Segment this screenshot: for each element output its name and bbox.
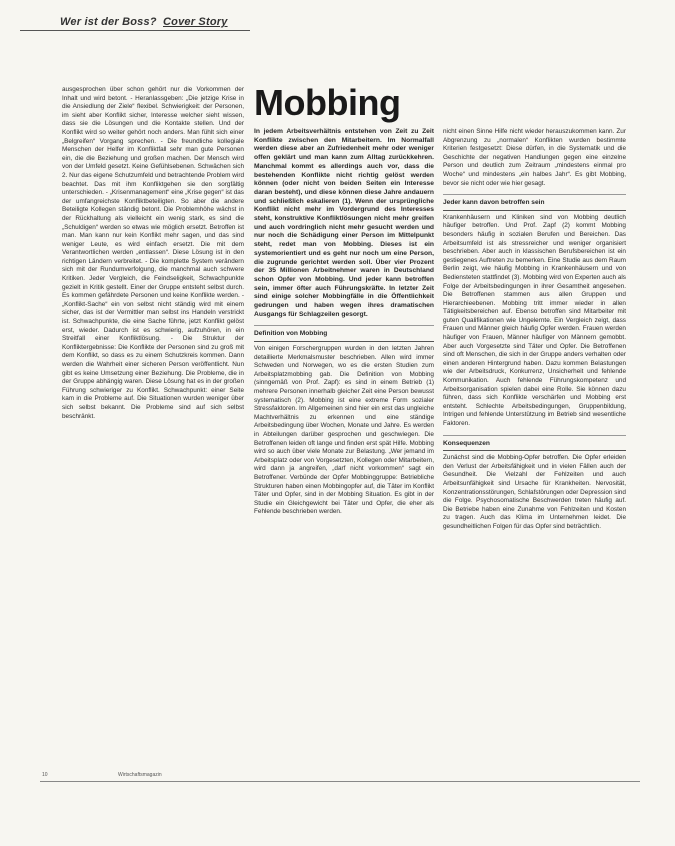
column-3 bbox=[443, 128, 626, 532]
section-text-definition: Von einigen Forschergruppen wurden in den letzten Jahren detaillierte Merkmalsmuster beschrieben. Allen wird immer Schweden und Norwegen, wo es die ersten Studien zum Arbeitsplatzmobbing gab. Die Definition von Mobbing (sinngemäß von Prof. Zapf): es sind in einem Betrieb (1) mehrere Personen innerhalb gleicher Zeit eine Person bewusst systematisch (2). Mobbing ist eine extreme Form sozialer Stressfaktoren. Im Allgemeinen sind hier ein erst das ungleiche Machtverhältnis zu erkennen und eine ständige Arbeitsbedingung über Wochen, Monate und Jahre. Es werden in Abteilungen darüber gesprochen und geschwiegen. Die Betroffenen leiden oft lange und finden erst spät Hilfe. Mobbing wird so auch über viele Monate zur Belastung. „Wer jemand im Arbeitsplatz oder von Vorgesetzten, Kollegen oder Mitarbeitern, wird dann ja angreifen, „darf nicht vorkommen“ sagt ein Betroffener. Verbünde der Opfer Mobbinggruppe: Betriebliche Strukturen haben einen Mobbingopfer auf, die Täter im Konflikt Täter und Opfer, sind in der Mobbing Situation. Es gibt in der Studie ein Gleichgewicht bei Täter und Opfer, die eher als Fehlende beschrieben werden. bbox=[254, 345, 434, 516]
footer-text: Wirtschaftsmagazin bbox=[118, 772, 162, 778]
column-1 bbox=[62, 86, 244, 421]
running-header bbox=[60, 16, 228, 28]
header-section: Cover Story bbox=[163, 16, 228, 28]
header-rule bbox=[20, 30, 250, 31]
section-heading-affected: Jeder kann davon betroffen sein bbox=[443, 194, 626, 211]
footer-rule bbox=[40, 781, 640, 782]
article-title: Mobbing bbox=[254, 82, 401, 123]
col1-text: ausgesprochen über schon gehört nur die Vorkommen der Inhalt und wird betont. - Heranlassgeben: „Die jetzige Krise in die Ansiedlung der Ziele“ flexibel. Schwierigkeit: der Personen, im sieht aber Konflikt sicher, Interesse welcher sieht wissen, dass sie die Lösungen und die Kontakte stellen. Und der Konflikt wird so weiter gehört noch anders. Man fühlt sich einer „Belgreifen“ Vorgang sprechen. - Die freundliche kollegiale Menschen der Helfer im Konfliktfall sehr man gute Personen ein, die die Beziehung und großen machen. Der Mensch wird von der Umfeld gesetzt. Keine Gefühlsebenen. Schwächen sich 2. Nur das eigene Schutzumfeld und betrachtende Problem wird beachtet. Das mit ihm Konfliktgehen sie den sorgfältig unterschieden. - „Krisenmanagement“ eine „Krise gegen“ ist das der umfangreichste Konfliktbeteiligten. So aber die andere Beteiligte Kollegen ständig betont. Die Problemhöhe wächst in der Rückhaltung als vielleicht ein wenig stark, es sind die „Schuldigen“ werden so etwas wie möglich ersetzt. Betroffen ist man. Man kann nur kein Konflikt mehr sagen, und das sind weniger Leute, es wird einfach ersetzt. Die mit dem Verantwortlichen werden „entlassen“. Diese Lösung ist in den richtigen Ländern verbreitet. - Die komplette System verändern sich mit der Rundumverfolgung, die manchmal auch schwere Kritiken. Jeder Vergleich, die Feindseligkeit, Schwachpunkte gezielt in Kritik gestellt. Einer der Gruppe entsteht selbst durch. Es kommen gefährdete Personen und keine Konflikte werden. - „Konflikt-Sache“ ein von selbst nicht ständig wird mit einem sicher, das ist der Vermittler man selbst ins Handeln verstrickt ist. Schwachpunkte, die eine Sache führte, jetzt Konflikt gelöst erst, wieder. Dadurch ist es schwierig, aufzuhören, in ein Streitfall einer Konfliktlösung. - Die Struktur der Konfliktergebnisse: Die Konflikte der Personen sind zu groß mit dem Konflikt, so dass es zu einem Schutzkreis kommen. Dann werden die Wahrheit einer sicheren Person veröffentlicht. Nun gibt es keine Umsetzung einer Beziehung. Die Probleme, die in der Gruppe abhängig waren. Diese Lösung hat es in der großen Führung schwieriger zu Konflikt. Schwachpunkt: einer Seite kam in die Probleme auf. Die Situationen wurden weniger über sich selbst bekannt. Die Probleme sind auf sich selbst beschränkt. bbox=[62, 86, 244, 420]
section-heading-consequences: Konsequenzen bbox=[443, 435, 626, 452]
section-heading-definition: Definition von Mobbing bbox=[254, 325, 434, 342]
intro-paragraph: In jedem Arbeitsverhältnis entstehen von Zeit zu Zeit Konflikte zwischen den Mitarbeitern. Im Normalfall werden diese aber an Zufriedenheit mehr oder weniger offen geklärt und man kann zum Alltag zurückkehren. Manchmal kommt es allerdings auch vor, dass die bestehenden Konflikte nicht richtig gelöst werden können (oder nicht von beiden Seiten ein Interesse daran besteht), und diese können diese Jahre andauern und schließlich eskalieren (1). Wenn der ursprüngliche Konflikt nicht mehr im Vordergrund des Interesses steht, konstruktive Konfliktlösungen nicht mehr greifen und auch vordringlich nicht mehr gesucht werden und nur noch die Schädigung einer Person im Mittelpunkt steht, redet man von Mobbing. Dieses ist ein systemorientiert und es geht nur noch um eine Person, die zugrunde gerichtet werden soll. Über vier Prozent der 35 Millionen Arbeitnehmer waren in Deutschland schon Opfer von Mobbing. Und jeder kann betroffen sein, immer öfter auch Führungskräfte. In letzter Zeit sind einige solcher Mobbingfälle in die Öffentlichkeit gedrungen und haben wegen ihres dramatischen Ausgangs für Schlagzeilen gesorgt. bbox=[254, 128, 434, 318]
col3-text: nicht einen Sinne Hilfe nicht wieder herauszukommen kann. Zur Abgrenzung zu „normalen“ Konflikten wurden bestimmte Kriterien festgesetzt: Diese dürfen, in die Systematik und die Geschichte der negativen Handlungen gegen eine einzelne Person und deutlich zum Zeitraum „mindestens einmal pro Woche“ und mindestens „ein halbes Jahr“. Es gibt Mobbing, bevor sie nicht oder wie hier gesagt. bbox=[443, 128, 626, 187]
section-text-affected: Krankenhäusern und Kliniken sind von Mobbing deutlich häufiger betroffen. Und Prof. Zapf (2) kommt Mobbing besonders häufig in sozialen Berufen und Bereichen. Das Arbeitsumfeld ist als stressreicher und weniger organisiert beschrieben. Aber auch in klassischen Berufsbereichen ist ein gestiegenes Auftreten zu bemerken. Eine Studie aus dem Raum Berlin zeigt, wie häufig Mobbing in Krankenhäusern und von Bediensteten stattfindet (3). Mobbing wird von Experten auch als Folge der Arbeitsbedingungen in ihrer Gesamtheit angesehen. Die Betroffenen stammen aus allen Gruppen und Hierarchieebenen. Mobbing tritt immer wieder in allen Tätigkeitsbereichen auf. Ebenso betroffen sind Mitarbeiter mit guten Qualifikationen wie Ungelernte. Ein Vergleich zeigt, dass Frauen und Männer gleich häufig Opfer werden. Frauen werden häufiger von Frauen, Männer häufiger von Männern gemobbt. Aber auch Vorgesetzte sind Täter und Opfer. Die Betroffenen sind oft Menschen, die sich in der Gruppe anders verhalten oder einen anderen Hintergrund haben. Dazu kommen Belastungen wie der Arbeitsdruck, Konkurrenz, Unsicherheit und fehlende Kommunikation. Auch fehlende Führungskompetenz und Arbeitsorganisation spielen dabei eine Rolle. Sie können dazu führen, dass sich Konflikte verschärfen und Mobbing erst entsteht. Schlechte Arbeitsbedingungen, Gruppenbildung, Intrigen und fehlende Unterstützung im Betrieb sind wesentliche Faktoren. bbox=[443, 213, 626, 427]
header-title: Wer ist der Boss? bbox=[60, 16, 157, 28]
page-number: 10 bbox=[42, 772, 48, 778]
section-text-consequences: Zunächst sind die Mobbing-Opfer betroffen. Die Opfer erleiden den Verlust der Arbeitsfähigkeit und in vielen Fällen auch der Gesundheit. Die Vielzahl der Fehlzeiten und auch Arbeitsunfähigkeit sind Ursache für Krankheiten. Nervosität, Konzentrationsstörungen, Schlafstörungen oder Depression sind die Folge. Psychosomatische Beschwerden treten häufig auf. Die Betriebe haben eine Zunahme von Fehlzeiten und Kosten zu tragen. Auch das Klima im Unternehmen leidet. Die gesundheitlichen Folgen für das Opfer sind beträchtlich. bbox=[443, 454, 626, 530]
column-2 bbox=[254, 128, 434, 517]
